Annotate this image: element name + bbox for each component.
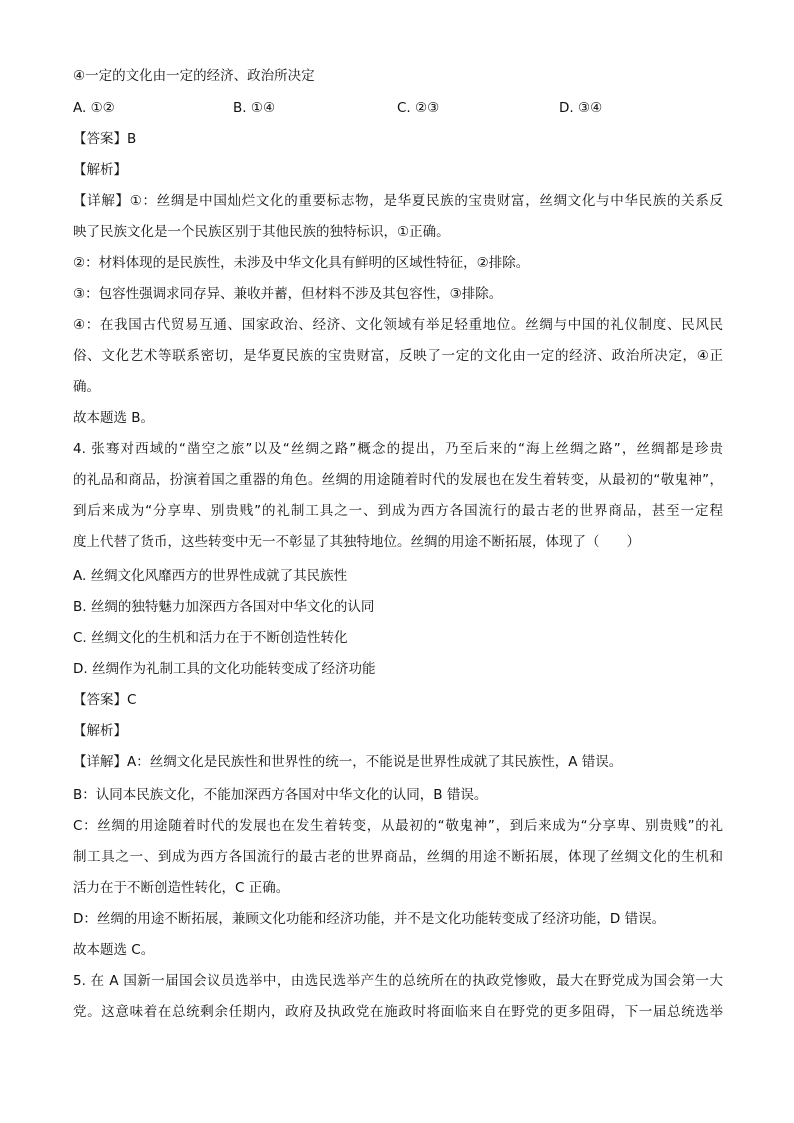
q4-detail-line: B：认同本民族文化，不能加深西方各国对中华文化的认同，B 错误。 xyxy=(73,787,488,803)
q4-detail-line: D：丝绸的用途不断拓展，兼顾文化功能和经济功能，并不是文化功能转变成了经济功能，D 错误。 xyxy=(73,911,666,927)
q3-detail-line: 俗、文化艺术等联系密切，是华夏民族的宝贵财富，反映了一定的文化由一定的经济、政治所决定，④正 xyxy=(73,348,723,364)
q4-conclusion: 故本题选 C。 xyxy=(73,942,155,958)
q4-stem-line: 的礼品和商品，扮演着国之重器的角色。丝绸的用途随着时代的发展也在发生着转变，从最初的“敬鬼神”， xyxy=(73,472,723,488)
q3-conclusion: 故本题选 B。 xyxy=(73,410,155,426)
q3-detail-line: ②：材料体现的是民族性，未涉及中华文化具有鲜明的区域性特征，②排除。 xyxy=(73,255,530,271)
q5-stem-line: 党。这意味着在总统剩余任期内，政府及执政党在施政时将面临来自在野党的更多阻碍，下一届总统选举 xyxy=(73,1004,723,1020)
q3-statement-4: ④一定的文化由一定的经济、政治所决定 xyxy=(73,68,315,84)
q4-detail-line: 【详解】A：丝绸文化是民族性和世界性的统一，不能说是世界性成就了其民族性，A 错误。 xyxy=(73,754,623,770)
q3-answer: 【答案】B xyxy=(73,131,137,147)
q4-option-b: B. 丝绸的独特魅力加深西方各国对中华文化的认同 xyxy=(73,599,375,615)
q4-option-a: A. 丝绸文化风靡西方的世界性成就了其民族性 xyxy=(73,568,348,584)
q3-analysis-heading: 【解析】 xyxy=(73,162,127,178)
q3-option-d: D. ③④ xyxy=(559,100,603,116)
q4-answer: 【答案】C xyxy=(73,692,137,708)
q3-option-c: C. ②③ xyxy=(397,100,440,116)
q3-option-a: A. ①② xyxy=(73,100,115,116)
q4-detail-line: C：丝绸的用途随着时代的发展也在发生着转变，从最初的“敬鬼神”，到后来成为“分享卑、别贵贱”的礼 xyxy=(73,818,723,834)
q5-stem-line: 5. 在 A 国新一届国会议员选举中，由选民选举产生的总统所在的执政党惨败，最大在野党成为国会第一大 xyxy=(73,973,723,989)
q4-stem-line: 到后来成为“分享卑、别贵贱”的礼制工具之一、到成为西方各国流行的最古老的世界商品，甚至一定程 xyxy=(73,503,723,519)
q4-option-d: D. 丝绸作为礼制工具的文化功能转变成了经济功能 xyxy=(73,661,376,677)
q4-stem-line: 度上代替了货币，这些转变中无一不彰显了其独特地位。丝绸的用途不断拓展，体现了（ ） xyxy=(73,534,640,550)
q3-detail-line: 映了民族文化是一个民族区别于其他民族的独特标识，①正确。 xyxy=(73,224,450,240)
q4-detail-line: 制工具之一、到成为西方各国流行的最古老的世界商品，丝绸的用途不断拓展，体现了丝绸文化的生机和 xyxy=(73,849,723,865)
q3-option-b: B. ①④ xyxy=(233,100,276,116)
q3-detail-line: 确。 xyxy=(73,379,100,395)
q4-option-c: C. 丝绸文化的生机和活力在于不断创造性转化 xyxy=(73,630,348,646)
q3-detail-line: ④：在我国古代贸易互通、国家政治、经济、文化领域有举足轻重地位。丝绸与中国的礼仪制度、民风民 xyxy=(73,317,723,333)
q4-analysis-heading: 【解析】 xyxy=(73,723,127,739)
q4-detail-line: 活力在于不断创造性转化，C 正确。 xyxy=(73,880,290,896)
q4-stem-line: 4. 张骞对西域的“凿空之旅”以及“丝绸之路”概念的提出，乃至后来的“海上丝绸之路”，丝绸都是珍贵 xyxy=(73,441,723,457)
q3-detail-line: ③：包容性强调求同存异、兼收并蓄，但材料不涉及其包容性，③排除。 xyxy=(73,286,503,302)
q3-detail-line: 【详解】①：丝绸是中国灿烂文化的重要标志物，是华夏民族的宝贵财富，丝绸文化与中华民族的关系反 xyxy=(73,193,723,209)
